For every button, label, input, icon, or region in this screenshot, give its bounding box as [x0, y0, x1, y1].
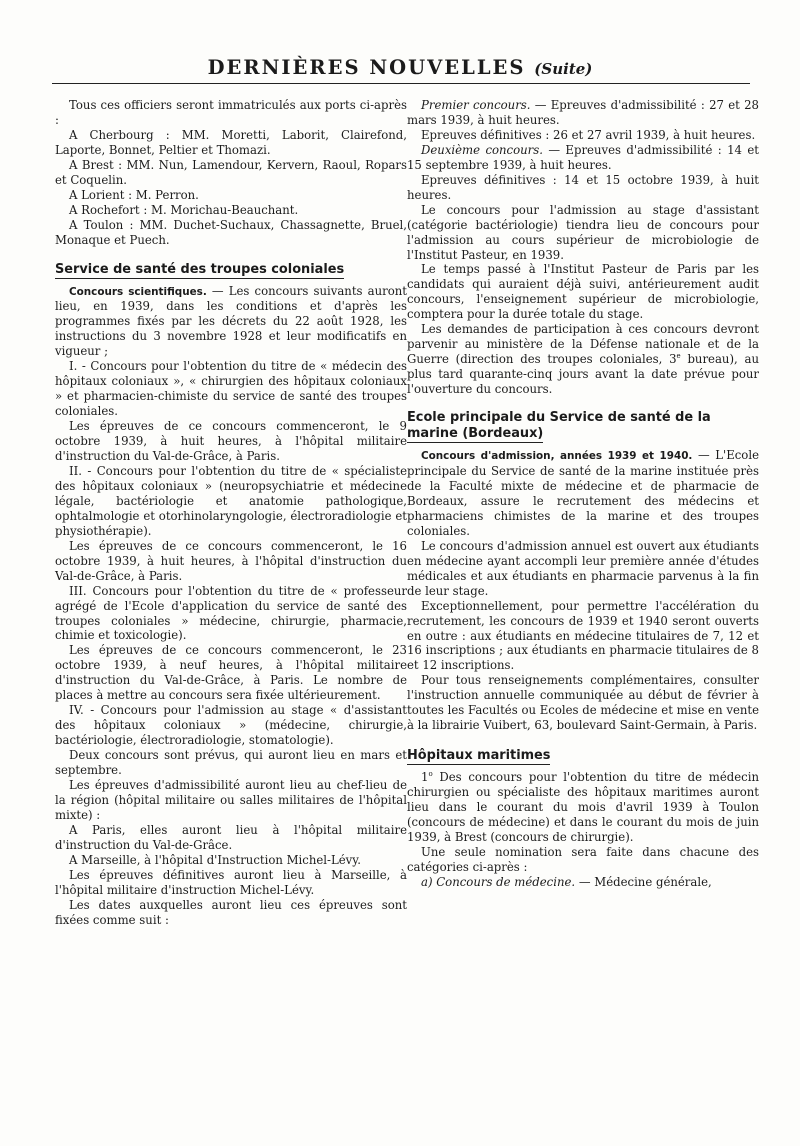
paragraph — [407, 770, 759, 845]
paragraph: A Marseille, à l'hôpital d'Instruction Michel-Lévy. — [69, 852, 362, 867]
section-title — [407, 410, 759, 442]
paragraph: Exceptionnellement, pour permettre l'accélération du recrutement, les concours de 1939 et 1940 seront ouverts en outre : aux étudiants en médecine titulaires de 7, 12 et 16 inscriptions ; aux étudiants en pharmacie titulaires de 8 et 12 inscriptions. — [407, 598, 759, 673]
paragraph: A Toulon : MM. Duchet-Suchaux, Chassagnette, Bruel, Monaque et Puech. — [55, 217, 407, 247]
paragraph: Les épreuves de ce concours commenceront, le 9 octobre 1939, à huit heures, à l'hôpital militaire d'instruction du Val-de-Grâce, à Paris. — [55, 419, 407, 464]
italic-label: Premier concours. — [421, 98, 531, 112]
paragraph: Les épreuves de ce concours commenceront, le 16 octobre 1939, à huit heures, à l'hôpital d'instruction du Val-de-Grâce, à Paris. — [55, 538, 407, 583]
header-rule — [52, 83, 750, 84]
paragraph-text: Les demandes de participation à ces concours devront parvenir au ministère de la Défense nationale et de la Guerre (direction des troupes coloniales, 3 — [407, 322, 759, 367]
paragraph — [407, 875, 759, 890]
section-title-line2: marine (Bordeaux) — [407, 426, 544, 442]
paragraph: II. - Concours pour l'obtention du titre de « spécialiste des hôpitaux coloniaux » (neuropsychiatrie et médecine légale, bactériologie et anatomie pathologique, ophtalmologie et otorhinolaryngologie, électroradiologie et physiothérapie). — [55, 463, 407, 538]
header-suite: (Suite) — [534, 60, 593, 78]
run-in-heading: Concours scientifiques. — [69, 285, 207, 298]
paragraph — [407, 98, 759, 128]
paragraph: Les épreuves de ce concours commenceront, le 23 octobre 1939, à neuf heures, à l'hôpital militaire d'instruction du Val-de-Grâce, à Paris. Le nombre de places à mettre au concours sera fixée ultérieurement. — [55, 643, 407, 703]
run-in-heading: Concours d'admission, années 1939 et 1940. — [421, 450, 693, 463]
paragraph: A Brest : MM. Nun, Lamendour, Kervern, Raoul, Ropars et Coquelin. — [55, 157, 407, 187]
section-title-line1: Ecole principale du Service de santé de la — [407, 410, 711, 426]
paragraph: Une seule nomination sera faite dans chacune des catégories ci-après : — [407, 844, 759, 874]
section-title — [55, 262, 407, 278]
paragraph: A Paris, elles auront lieu à l'hôpital militaire d'instruction du Val-de-Grâce. — [55, 822, 407, 852]
paragraph: Pour tous renseignements complémentaires, consulter l'instruction annuelle communiquée au début de février à toutes les Facultés ou Ecoles de médecine et mise en vente à la librairie Vuibert, 63, boulevard Saint-Germain, à Paris. — [407, 673, 759, 733]
paragraph: Tous ces officiers seront immatriculés aux ports ci-après : — [55, 98, 407, 127]
section-title-text: Hôpitaux maritimes — [407, 748, 551, 764]
paragraph: Les épreuves définitives auront lieu à Marseille, à l'hôpital militaire d'instruction Michel-Lévy. — [55, 867, 407, 897]
paragraph — [407, 322, 759, 397]
paragraph: I. - Concours pour l'obtention du titre de « médecin des hôpitaux coloniaux », « chirurgien des hôpitaux coloniaux » et pharmacien-chimiste du service de santé des troupes coloniales. — [55, 359, 407, 419]
paragraph: A Rochefort : M. Morichau-Beauchant. — [69, 202, 299, 217]
paragraph: Le concours d'admission annuel est ouvert aux étudiants en médecine ayant accompli leur première année d'études médicales et aux étudiants en pharmacie parvenus à la fin de leur stage. — [407, 538, 759, 598]
paragraph: A Lorient : M. Perron. — [69, 187, 199, 202]
paragraph-text: 1 — [421, 770, 429, 785]
paragraph: Le temps passé à l'Institut Pasteur de Paris par les candidats qui auraient déjà suivi, antérieurement audit concours, l'enseignement supérieur de microbiologie, comptera pour la durée totale du stage. — [407, 262, 759, 322]
paragraph-text: — L'Ecole principale du Service de santé de la marine instituée près de la Faculté mixte de médecine et de pharmacie de Bordeaux, assure le recrutement des médecins et pharmaciens chimistes de la marine et des troupes coloniales. — [407, 448, 759, 538]
paragraph-text: — Epreuves d'admissibilité : 14 et 15 septembre 1939, à huit heures. — [407, 142, 759, 172]
italic-label: Deuxième concours. — [421, 142, 543, 157]
paragraph: A Cherbourg : MM. Moretti, Laborit, Clairefond, Laporte, Bonnet, Peltier et Thomazi. — [55, 127, 407, 157]
header-title: DERNIÈRES NOUVELLES — [207, 56, 526, 79]
superscript: e — [676, 352, 681, 361]
paragraph: IV. - Concours pour l'admission au stage « d'assistant des hôpitaux coloniaux » (médecine, chirurgie, bactériologie, électroradiologie, stomatologie). — [55, 703, 407, 748]
page-header — [0, 56, 800, 79]
paragraph — [407, 143, 759, 173]
paragraph-text: — Les concours suivants auront lieu, en 1939, dans les conditions et d'après les programmes fixés par les décrets du 22 août 1928, les instructions du 3 novembre 1928 et leur modificatifs en vigueur ; — [55, 283, 407, 359]
paragraph — [407, 448, 759, 539]
paragraph — [55, 284, 407, 360]
paragraph: Les épreuves d'admissibilité auront lieu au chef-lieu de la région (hôpital militaire ou salles militaires de l'hôpital mixte) : — [55, 777, 407, 822]
paragraph: Deux concours sont prévus, qui auront lieu en mars et septembre. — [55, 748, 407, 778]
paragraph: Les dates auxquelles auront lieu ces épreuves sont fixées comme suit : — [55, 897, 407, 927]
paragraph-text: Des concours pour l'obtention du titre de médecin chirurgien ou spécialiste des hôpitaux maritimes auront lieu dans le courant du mois d'avril 1939 à Toulon (concours de médecine) et dans le courant du mois de juin 1939, à Brest (concours de chirurgie). — [407, 770, 759, 844]
section-title-text: Service de santé des troupes coloniales — [55, 261, 345, 277]
paragraph-text: — Médecine générale, — [575, 874, 712, 889]
italic-label: a) Concours de médecine. — [421, 874, 576, 889]
paragraph-text: bureau), au plus tard quarante-cinq jours avant la date prévue pour l'ouverture du concours. — [407, 352, 759, 397]
paragraph: Le concours pour l'admission au stage d'assistant (catégorie bactériologie) tiendra lieu de concours pour l'admission au cours supérieur de microbiologie de l'Institut Pasteur, en 1939. — [407, 202, 759, 262]
superscript: o — [428, 770, 433, 779]
paragraph: Epreuves définitives : 26 et 27 avril 1939, à huit heures. — [421, 127, 756, 142]
paragraph: Epreuves définitives : 14 et 15 octobre 1939, à huit heures. — [407, 172, 759, 202]
left-column — [55, 98, 407, 928]
section-title — [407, 748, 759, 764]
right-column — [407, 98, 759, 890]
paragraph-text: — Epreuves d'admissibilité : 27 et 28 mars 1939, à huit heures. — [407, 98, 759, 127]
paragraph: III. Concours pour l'obtention du titre de « professeur agrégé de l'Ecole d'application du service de santé des troupes coloniales » médecine, chirurgie, pharmacie, chimie et toxicologie). — [55, 583, 407, 643]
